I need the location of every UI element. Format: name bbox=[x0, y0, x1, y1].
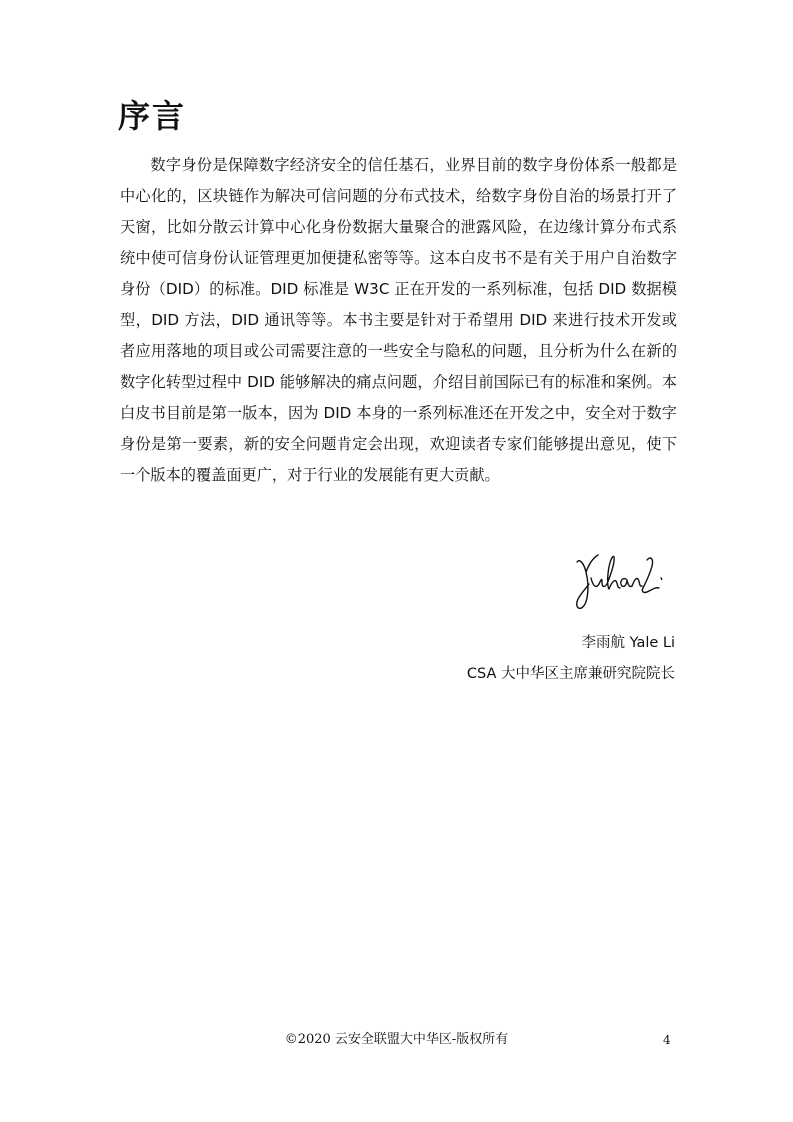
handwritten-signature bbox=[571, 548, 667, 614]
page-number: 4 bbox=[663, 1033, 671, 1047]
preface-paragraph: 数字身份是保障数字经济安全的信任基石，业界目前的数字身份体系一般都是中心化的，区块链作为解决可信问题的分布式技术，给数字身份自治的场景打开了天窗，比如分散云计算中心化身份数据大量聚合的泄露风险，在边缘计算分布式系统中使可信身份认证管理更加便捷私密等等。这本白皮书不是有关于用户自治数字身份（DID）的标准。DID 标准是 W3C 正在开发的一系列标准，包括 DID 数据模型，DID 方法，DID 通讯等等。本书主要是针对于希望用 DID 来进行技术开发或者应用落地的项目或公司需要注意的一些安全与隐私的问题，且分析为什么在新的数字化转型过程中 DID 能够解决的痛点问题，介绍目前国际已有的标准和案例。本白皮书目前是第一版本，因为 DID 本身的一系列标准还在开发之中，安全对于数字身份是第一要素，新的安全问题肯定会出现，欢迎读者专家们能够提出意见，使下一个版本的覆盖面更广，对于行业的发展能有更大贡献。 bbox=[120, 156, 677, 484]
signatory-title: CSA 大中华区主席兼研究院院长 bbox=[466, 666, 675, 682]
signatory-name: 李雨航 Yale Li bbox=[581, 635, 675, 651]
footer-copyright: ©2020 云安全联盟大中华区-版权所有 bbox=[284, 1032, 509, 1047]
page-title: 序言 bbox=[118, 97, 187, 135]
